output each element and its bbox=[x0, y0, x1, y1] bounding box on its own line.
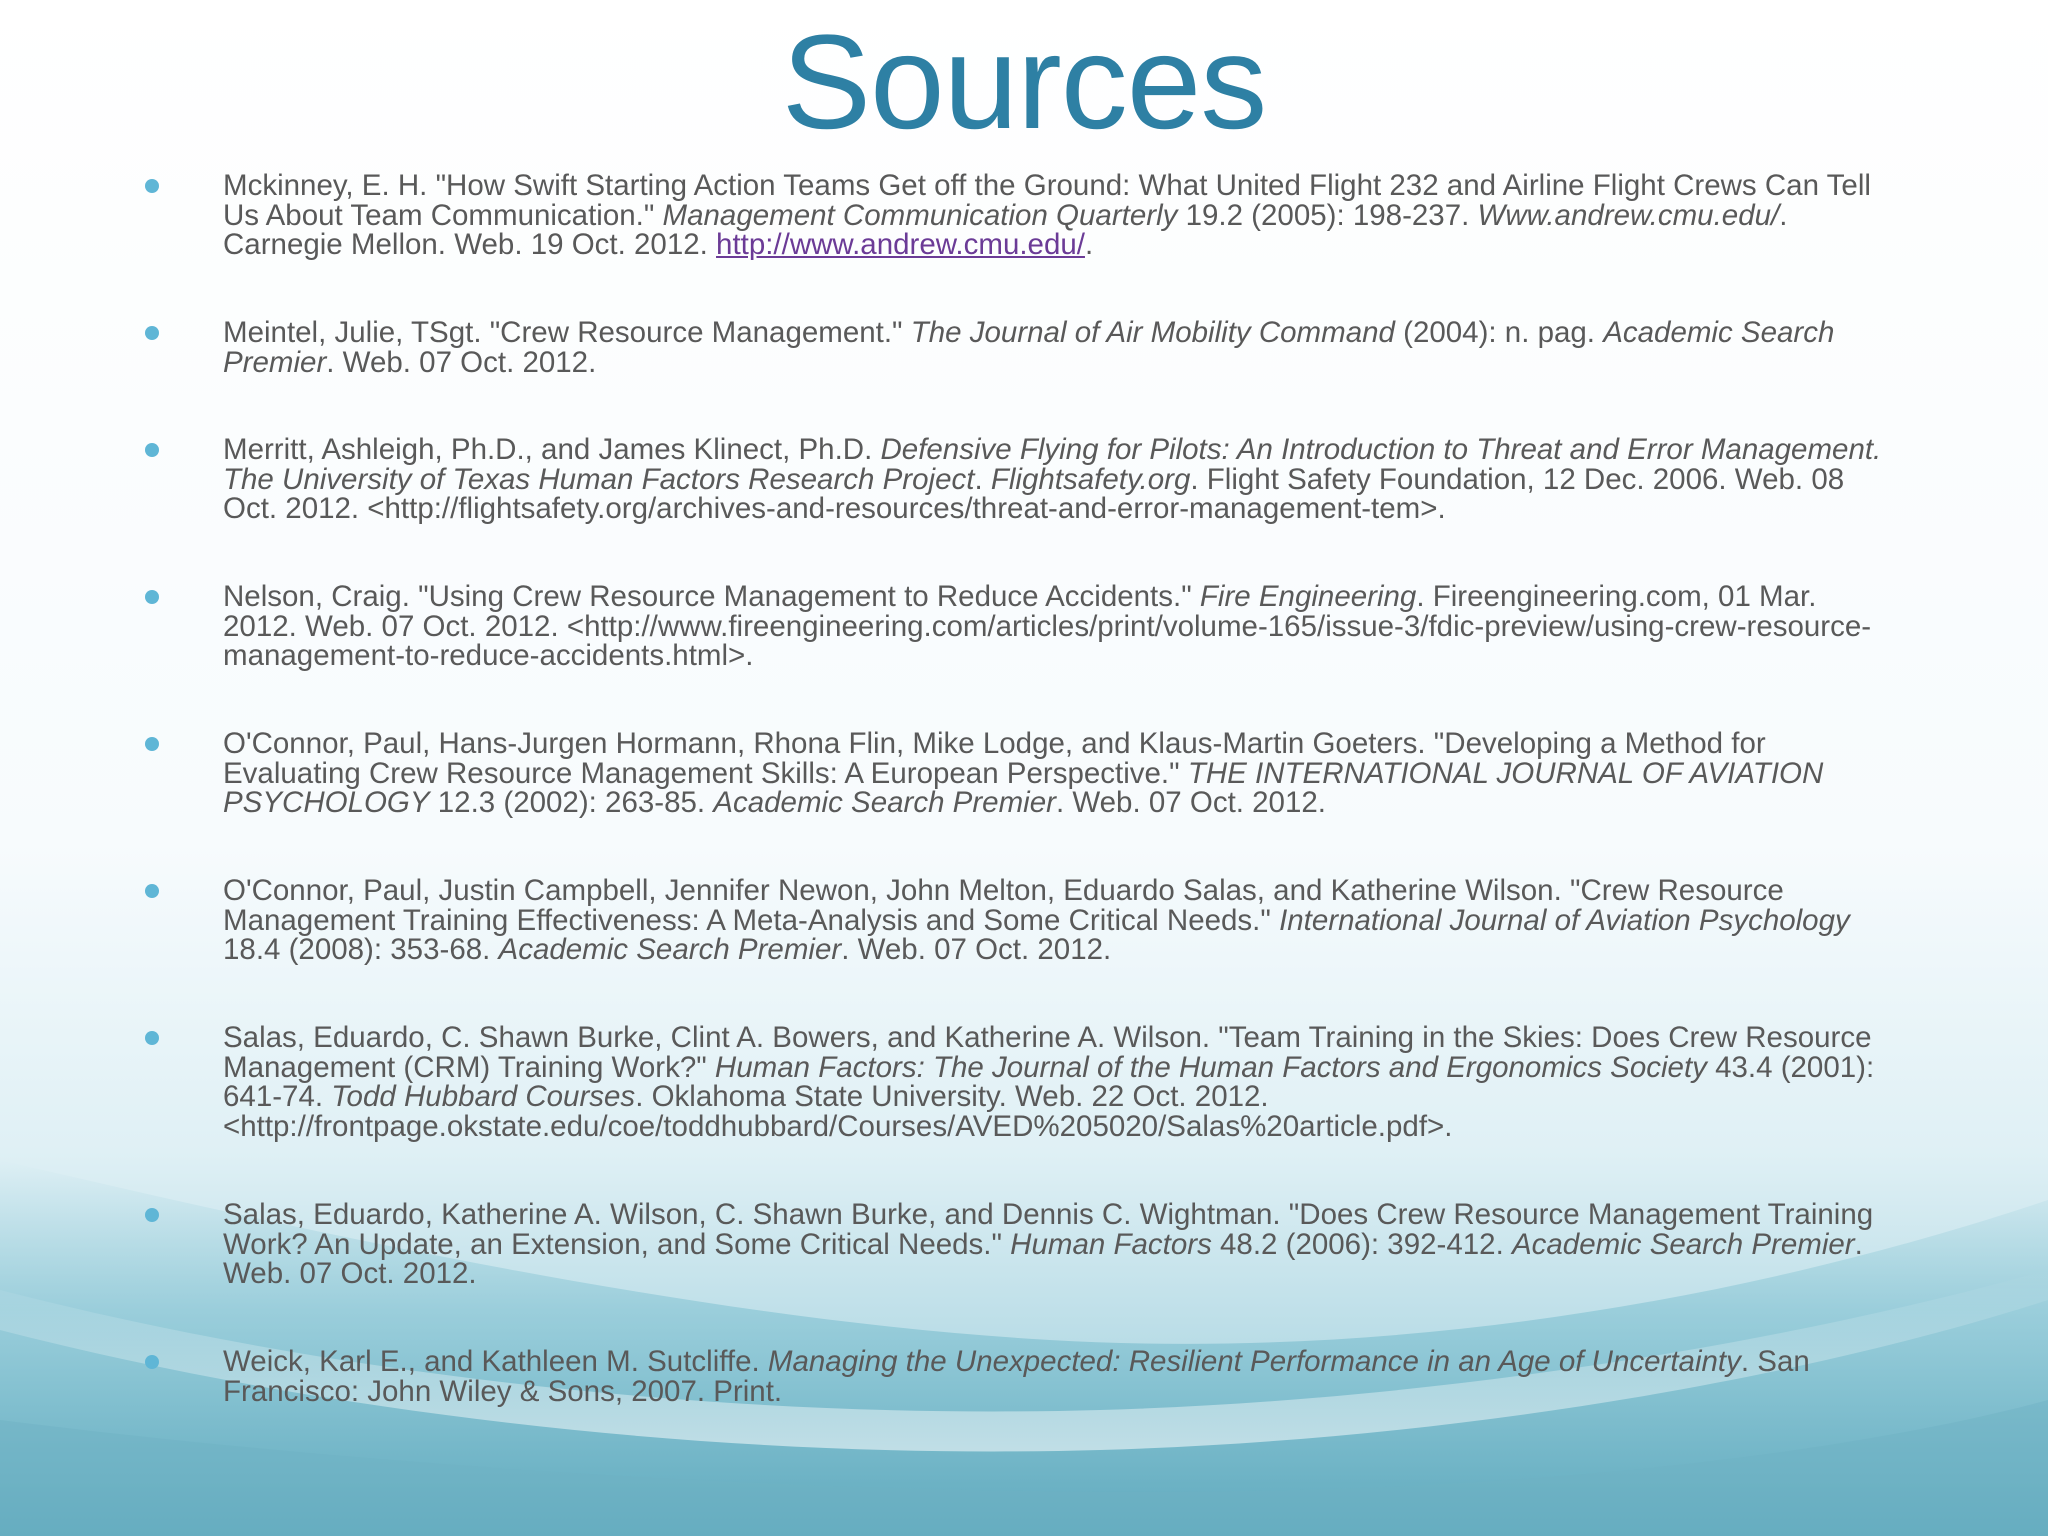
source-italic-title: Todd Hubbard Courses bbox=[331, 1080, 636, 1113]
source-italic-title: Academic Search Premier bbox=[498, 933, 842, 966]
source-text: . Oklahoma State University. Web. 22 Oct. 2012. <http://frontpage.okstate.edu/coe/toddhubbard/Courses/AVED%205020/Salas%20article.pdf>. bbox=[223, 1080, 1453, 1143]
source-entry-mckinney bbox=[223, 171, 1883, 260]
source-text: . bbox=[974, 462, 991, 496]
source-text: . bbox=[1084, 228, 1094, 261]
source-text: . Flight Safety Foundation, 12 Dec. 2006. Web. 08 Oct. 2012. <http://flightsafety.org/archives-and-resources/threat-and-error-management-tem>. bbox=[223, 462, 1845, 525]
source-italic-title: Defensive Flying for Pilots: An Introduction to Threat and Error Management. The University of Texas Human Factors Research Project bbox=[223, 433, 1882, 496]
source-italic-title: Academic Search Premier bbox=[223, 316, 1835, 379]
source-entry-salas-2006 bbox=[223, 1200, 1883, 1289]
source-text: (2004): n. pag. bbox=[1394, 316, 1604, 349]
bullet-icon bbox=[145, 884, 159, 898]
source-text: 12.3 (2002): 263-85. bbox=[429, 786, 714, 819]
source-italic-title: Academic Search Premier bbox=[713, 786, 1056, 819]
bullet-icon bbox=[145, 590, 159, 604]
source-text: . Fireengineering.com, 01 Mar. 2012. Web. 07 Oct. 2012. <http://www.fireengineering.com/articles/print/volume-165/issue-3/fdic-preview/using-crew-resource-management-to-reduce-accidents.html>. bbox=[223, 580, 1872, 672]
bullet-icon bbox=[145, 443, 159, 457]
bullet-icon bbox=[145, 1355, 159, 1369]
source-italic-title: Management Communication Quarterly bbox=[662, 198, 1178, 232]
source-italic-title: Fire Engineering bbox=[1199, 580, 1417, 613]
source-text: Nelson, Craig. "Using Crew Resource Management to Reduce Accidents." bbox=[223, 580, 1200, 613]
bullet-icon bbox=[145, 737, 159, 751]
source-text: 48.2 (2006): 392-412. bbox=[1211, 1227, 1512, 1261]
source-entry-meintel bbox=[223, 318, 1883, 377]
source-italic-title: Human Factors: The Journal of the Human Factors and Ergonomics Society bbox=[714, 1050, 1707, 1084]
bullet-icon bbox=[145, 326, 159, 340]
source-italic-title: THE INTERNATIONAL JOURNAL OF AVIATION PSYCHOLOGY bbox=[223, 756, 1824, 819]
source-text: 19.2 (2005): 198-237. bbox=[1177, 198, 1478, 232]
source-text: Meintel, Julie, TSgt. "Crew Resource Management." bbox=[223, 316, 911, 349]
source-entry-salas-2001 bbox=[223, 1023, 1883, 1141]
source-entry-oconnor-2002 bbox=[223, 729, 1883, 818]
source-italic-title: Www.andrew.cmu.edu/ bbox=[1477, 198, 1780, 232]
source-italic-title: Academic Search Premier bbox=[1511, 1227, 1855, 1261]
source-entry-oconnor-2008 bbox=[223, 876, 1883, 965]
source-entry-weick bbox=[223, 1347, 1883, 1406]
source-entry-nelson bbox=[223, 582, 1883, 671]
source-italic-title: International Journal of Aviation Psychology bbox=[1279, 903, 1850, 937]
source-text: Mckinney, E. H. "How Swift Starting Action Teams Get off the Ground: What United Flight 232 and Airline Flight Crews Can Tell Us About Team Communication." bbox=[223, 169, 1871, 232]
source-text: Salas, Eduardo, C. Shawn Burke, Clint A. Bowers, and Katherine A. Wilson. "Team Training in the Skies: Does Crew Resource Management (CRM) Training Work?" bbox=[223, 1021, 1872, 1084]
source-italic-title: Managing the Unexpected: Resilient Performance in an Age of Uncertainty bbox=[767, 1345, 1741, 1378]
source-link[interactable]: http://www.andrew.cmu.edu/ bbox=[716, 228, 1085, 261]
source-text: Salas, Eduardo, Katherine A. Wilson, C. Shawn Burke, and Dennis C. Wightman. "Does Crew Resource Management Training Work? An Update, an Extension, and Some Critical Needs." bbox=[223, 1198, 1874, 1261]
source-text: Weick, Karl E., and Kathleen M. Sutcliffe. bbox=[223, 1345, 768, 1378]
source-text: . San Francisco: John Wiley & Sons, 2007. Print. bbox=[223, 1345, 1810, 1408]
source-text: O'Connor, Paul, Justin Campbell, Jennifer Newon, John Melton, Eduardo Salas, and Katherine Wilson. "Crew Resource Management Training Effectiveness: A Meta-Analysis and Some Critical Needs." bbox=[223, 874, 1784, 937]
source-italic-title: Human Factors bbox=[1010, 1227, 1212, 1261]
source-text: Merritt, Ashleigh, Ph.D., and James Klinect, Ph.D. bbox=[223, 433, 881, 466]
source-italic-title: Flightsafety.org bbox=[990, 462, 1191, 496]
bullet-icon bbox=[145, 1208, 159, 1222]
slide-title: Sources bbox=[781, 8, 1267, 157]
source-text: . Web. 07 Oct. 2012. bbox=[223, 1227, 1863, 1290]
source-text: 43.4 (2001): 641-74. bbox=[223, 1050, 1875, 1113]
source-text: O'Connor, Paul, Hans-Jurgen Hormann, Rhona Flin, Mike Lodge, and Klaus-Martin Goeters. "Developing a Method for Evaluating Crew Resource Management Skills: A European Perspective." bbox=[223, 727, 1766, 790]
source-text: . Carnegie Mellon. Web. 19 Oct. 2012. bbox=[223, 198, 1788, 261]
source-entry-merritt bbox=[223, 435, 1883, 524]
source-text: . Web. 07 Oct. 2012. bbox=[326, 345, 597, 379]
source-text: . Web. 07 Oct. 2012. bbox=[1055, 786, 1326, 819]
bullet-icon bbox=[145, 179, 159, 193]
source-italic-title: The Journal of Air Mobility Command bbox=[910, 316, 1395, 349]
source-text: . Web. 07 Oct. 2012. bbox=[841, 933, 1112, 966]
bullet-icon bbox=[145, 1031, 159, 1045]
source-text: 18.4 (2008): 353-68. bbox=[223, 933, 499, 966]
